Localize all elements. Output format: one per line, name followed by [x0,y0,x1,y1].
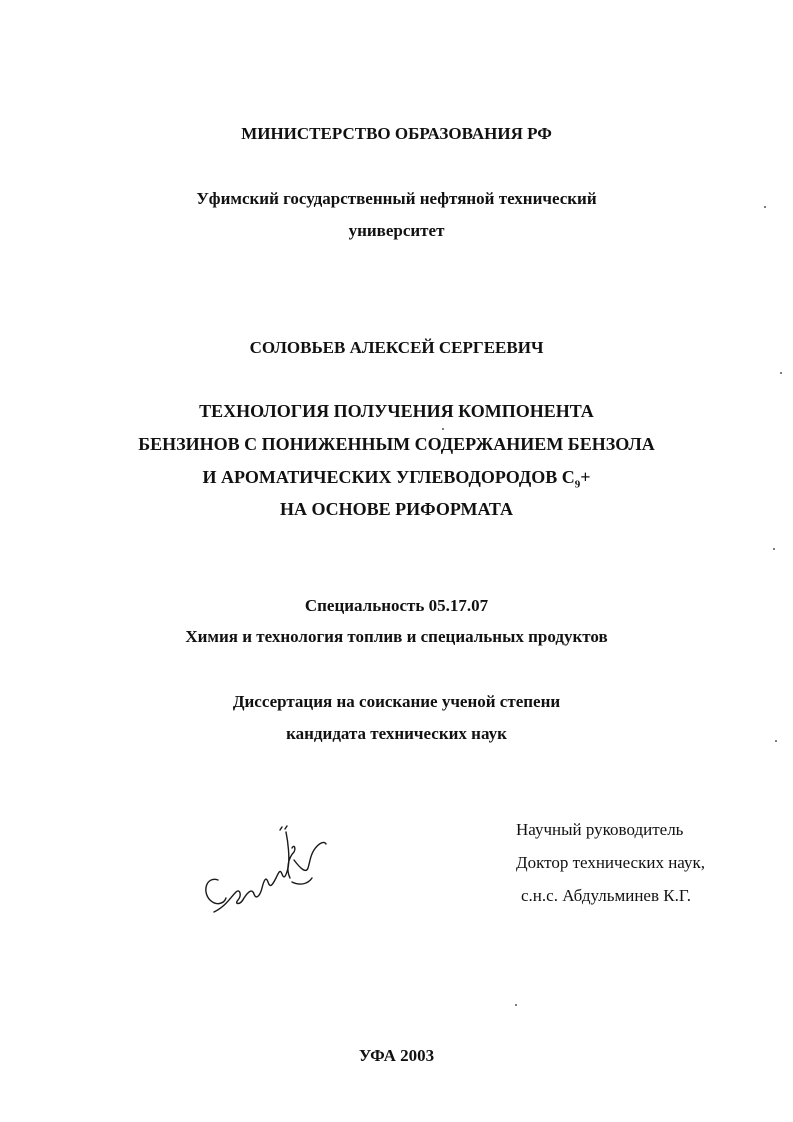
scan-speck [764,206,766,208]
university-name-line2: университет [348,221,445,240]
degree-line1: Диссертация на соискание ученой степени [232,692,561,711]
thesis-title-plus: + [580,467,591,487]
supervisor-degree: Доктор технических наук, [516,853,705,872]
supervisor-name: с.н.с. Абдульминев К.Г. [521,886,691,905]
supervisor-role: Научный руководитель [516,820,684,839]
thesis-title-line3-main: И АРОМАТИЧЕСКИХ УГЛЕВОДОРОДОВ С [202,467,575,487]
scan-speck [775,740,777,742]
university-name-line1: Уфимский государственный нефтяной технический [196,189,597,208]
scan-speck [773,548,775,550]
thesis-title-line2: БЕНЗИНОВ С ПОНИЖЕННЫМ СОДЕРЖАНИЕМ БЕНЗОЛА [138,434,655,454]
specialty-name: Химия и технология топлив и специальных продуктов [185,627,608,646]
scan-speck [442,428,444,430]
scan-speck [780,372,782,374]
ministry-heading: МИНИСТЕРСТВО ОБРАЗОВАНИЯ РФ [241,124,552,143]
footer-city-year: УФА 2003 [358,1046,435,1065]
thesis-title-line3 [0,467,793,491]
scan-speck [515,1004,517,1006]
author-name: СОЛОВЬЕВ АЛЕКСЕЙ СЕРГЕЕВИЧ [249,338,544,357]
signature [196,818,336,928]
thesis-title-line4: НА ОСНОВЕ РИФОРМАТА [279,499,514,519]
thesis-title-subscript: 9 [574,478,581,491]
specialty-code: Специальность 05.17.07 [304,596,489,615]
thesis-title-line1: ТЕХНОЛОГИЯ ПОЛУЧЕНИЯ КОМПОНЕНТА [199,401,594,421]
degree-line2: кандидата технических наук [286,724,507,743]
